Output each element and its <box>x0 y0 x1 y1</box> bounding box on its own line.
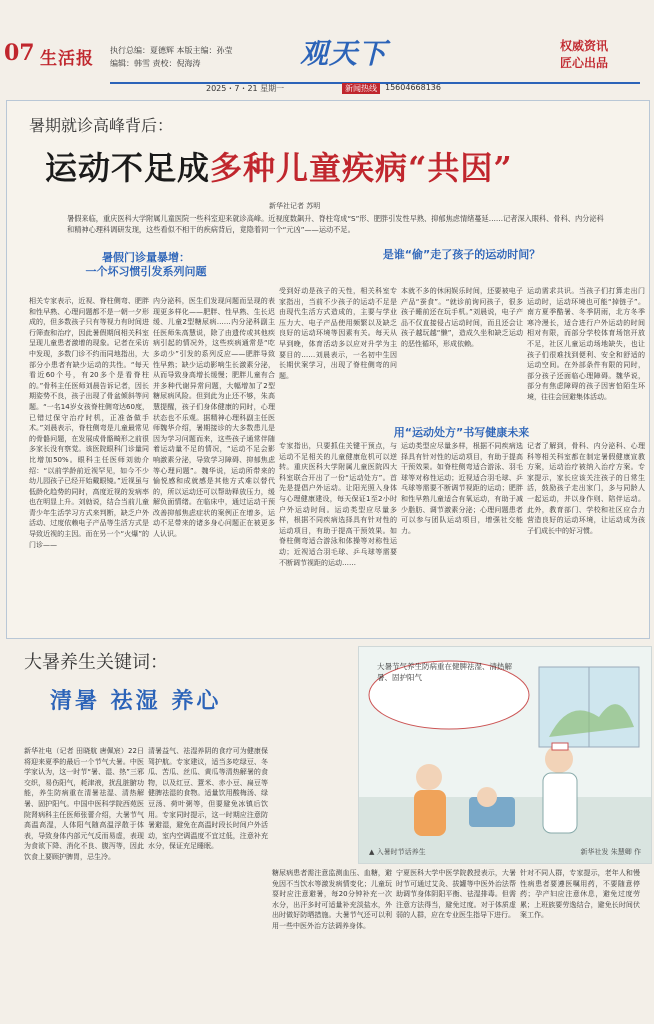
article-column-5: 运动需求共识。当孩子们打算走出门运动时，运动环境也可能“掉链子”。南方夏季酷暑、冬季阴雨，北方冬季寒冷漫长，适合进行户外运动的时间相对有限，而部分学校体育场馆开放不足，社区儿童运动场地缺失，也让孩子们很难找到便利、安全和舒适的运动空间。在外部条件有限的同时，部分孩子还面临心理障碍。魏华说，部分有焦虑障碍的孩子因害怕陌生环境，往往会回避集体活动。 <box>527 287 645 401</box>
section-banner: 观天下 <box>300 37 388 70</box>
illustration <box>358 646 652 864</box>
subheading-3: 用“运动处方”书写健康未来 <box>393 426 530 439</box>
article-column-7: 运动类型应尽量多样，根据不同疾病选择具有针对性的运动项目，有助于提高干预效果。如脊柱侧弯适合游泳、羽毛球等对称性运动；近视适合羽毛球、乒乓球等需要不断调节视距的运动；肥胖和性早熟儿童适合有氧运动，有助于减少脂肪、调节激素分泌；心理问题患者可以参与团队运动项目，增强社交能力。 <box>401 442 523 535</box>
slogan-line-1: 权威资讯 <box>560 39 609 53</box>
hotline-label: 新闻热线 <box>342 83 380 94</box>
slogan <box>560 38 608 72</box>
article-column-6: 专家指出，只要抓住关键干预点，与运动不足相关的儿童健康危机可以逆转。重庆医科大学附属儿童医院四大科室联合开出了一份“运动处方”。首先是提倡户外运动。让阳光照入身体与心理健康建设，每天保证1至2小时户外运动时间。运动类型应尽量多样，根据不同疾病选择具有针对性的运动项目，有助于提高干预效果。如脊柱侧弯适合游泳和体操等对称性运动；近视适合羽毛球、乒乓球等需要不断调节视距的运动…… <box>279 442 397 567</box>
subheading-1 <box>71 251 221 279</box>
headline-red-part: 多种儿童疾病“共因” <box>210 149 513 187</box>
second-headline: 清暑 祛湿 养心 <box>50 689 222 714</box>
hotline-number: 15604668136 <box>385 83 441 92</box>
editors-line-1: 执行总编：夏德辉 本版主编：孙莹 <box>110 46 233 55</box>
subheading-1-line-2: 一个坏习惯引发系列问题 <box>85 265 207 278</box>
second-column-2: 清暑益气、祛湿养阴的食疗可为健康保驾护航。专家建议，适当多吃绿豆、冬瓜、苦瓜、丝瓜、黄瓜等清热解暑的食物，以及红豆、薏米、赤小豆、扁豆等健脾祛湿的食物。适量饮用酸梅汤、绿豆汤、荷叶粥等，但要避免冰镇后饮用。专家同时提示，这一时期应注意防暑避湿，避免在高温时段长时间户外活动，室内空调温度不宜过低，注意补充水分，保证充足睡眠。 <box>148 747 268 851</box>
headline-black-part: 运动不足成 <box>45 149 211 187</box>
second-column-4: 宁夏医科大学中医学院教授表示，大暑时节可通过艾灸、拔罐等中医外治法帮助调节身体阴阳平衡、祛湿排毒。但需注意方法得当，避免过度。对于体质虚弱的人群，应在专业医生指导下进行。 <box>396 869 516 920</box>
illustration-caption: ▲ 入暑时节话养生 <box>369 848 426 856</box>
article-column-8: 记者了解到，骨科、内分泌科、心理科等相关科室都在制定暑假健康宣教方案，运动治疗被纳入治疗方案。专家提示，家长应该关注孩子的日常生活，鼓励孩子走出家门，多与同龄人一起运动，并以身作则、陪伴运动。此外，教育部门、学校和社区应合力营造良好的运动环境，让运动成为孩子们成长中的好习惯。 <box>527 442 645 535</box>
issue-date: 2025・7・21 星期一 <box>206 84 285 93</box>
illustration-bubble-text: 大暑节气养生防病重在健脾祛湿、清热解暑、固护阳气 <box>377 662 512 682</box>
second-article <box>6 644 648 1016</box>
article-column-1: 相关专家表示，近视、脊柱侧弯、肥胖和性早熟、心理问题都不是一朝一夕形成的，但多数孩子只有等视力有时间进行筛查和治疗，因此暑假期间相关科室呈现儿童患者激增的现象。记者在采访中发现，多数门诊不约而同地指出，大部分小患者有缺少运动的共性。“每天看近60个号，有20多个是看脊柱的。”骨科主任医师刘晨告诉记者，因长期姿势不良，孩子出现了骨盆倾斜等问题。“一名14岁女孩脊柱侧弯达60度，已错过保守治疗时机，正准备做手术。”刘晨表示，脊柱侧弯是儿童最常见的骨骼问题，在发展成骨骼畸形之前很多家长没有察觉。该医院眼科门诊量同比增加50%。眼科主任医师刘勍介绍：“以前学龄前近视罕见，如今不少幼儿园孩子已经开始戴眼镜。”近视虽与低龄化趋势的同时，高度近视的发病率也在明显上升。刘勍说，结合当前儿童青少年生活学习方式来判断，缺乏户外活动、过度依赖电子产品等生活方式是导致近视的主因。而在另一个“火爆”的门诊—— <box>29 297 149 549</box>
article-column-4: 本就不多的休闲娱乐时间，还要被电子产品“蚕食”。“就诊前询问孩子，很多孩子睡前还在玩手机。”刘晨说，电子产品不仅直接侵占运动时间，而且还会让孩子越玩越“懒”，造成久坐和缺乏运动的恶性循环，形成依赖。 <box>401 287 523 348</box>
editors-line-2: 编辑：韩雪 责校：倪海涛 <box>110 59 201 68</box>
second-column-5: 针对不同人群，专家提示，老年人和慢性病患者要遵医嘱用药，不要随意停药；孕产妇应注意休息，避免过度劳累；上班族要劳逸结合，避免长时间伏案工作。 <box>520 869 640 920</box>
slogan-line-2: 匠心出品 <box>560 56 609 70</box>
paper-name: 生活报 <box>40 49 94 69</box>
subheading-1-line-1: 暑假门诊量暴增： <box>102 251 190 264</box>
article-column-2: 内分泌科，医生们发现问题而呈现的表现更多样化——肥胖、性早熟、生长迟缓、儿童2型糖尿病……内分泌科副主任医师朱高慧说，除了由遗传或其他疾病引起的情况外，这些疾病通常是“吃多动少”引发的系列反应——肥胖导致性早熟；缺少运动影响生长激素分泌，从而导致身高增长缓慢；肥胖儿童有合并多种代谢异常问题，大幅增加了2型糖尿病风险。但到此为止还不够，朱高慧提醒，孩子们身体健康的同时，心理状态也不乐观。据精神心理科副主任医师魏华介绍，暑期接诊的大多数患儿是因为学习问题而来，这些孩子通常伴随着运动量不足的情况，“运动不足会影响激素分泌，导致学习障碍、抑郁焦虑等心理问题”。魏华说，运动所带来的愉悦感和成就感是其他方式难以替代的，所以运动还可以帮助释放压力，缓解负面情绪。在临床中，通过运动干预改善抑郁焦虑症状的案例正在增多，运动不足带来的诸多身心问题正在被更多人认识。 <box>153 297 275 539</box>
second-column-3: 糖尿病患者需注意监测血压、血糖，避免因不当饮水等激发病情变化；儿童玩耍时应注意避暑，每20分钟补充一次水分，出汗多时可适量补充淡盐水，外出时做好防晒措施。大暑节气还可以利用一些中医外治方法调养身体。 <box>272 869 392 930</box>
page-header <box>0 0 654 93</box>
article-byline: 新华社记者 苏明 <box>269 202 321 210</box>
article-column-3: 受到好动是孩子的天性，相关科室专家指出，当前不少孩子的运动不足是由现代生活方式造成的，主要与学业压力大、电子产品使用频繁以及缺乏良好的运动环境等因素有关。每天从早到晚，体育活动多以应对升学为主要目的……刘晨表示，一名初中生因长期伏案学习，出现了脊柱侧弯的问题。 <box>279 287 397 380</box>
second-column-1: 新华社电（记者 田晓航 唐佩宸）22日将迎来夏季的最后一个节气大暑。中医学家认为，这一时节“暑、湿、热”三邪交织，易伤阳气，耗津液，扰乱脏腑功能，养生防病重在清暑祛湿、清热解暑、固护阳气。中国中医科学院西苑医院肾病科主任医师张蕾介绍，大暑节气高温高湿，人体阳气随高温浮散于体表，导致身体内部元气反而易虚，表现为食欲下降、消化不良、腹泻等，因此饮食上要顾护脾胃，忌生冷。 <box>24 747 144 861</box>
second-kicker: 大暑养生关键词： <box>24 652 168 673</box>
article-lead: 暑假来临，重庆医科大学附属儿童医院一些科室迎来就诊高峰。近视度数飙升、脊柱弯成“S”形、肥胖引发性早熟、抑郁焦虑情绪蔓延……记者深入眼科、骨科、内分泌科和精神心理科调研发现，这些看似不相干的疾病背后，竟隐着同一个“元凶”——运动不足。 <box>67 214 604 234</box>
subheading-2: 是谁“偷”走了孩子的运动时间？ <box>382 248 541 261</box>
article-headline <box>45 143 513 189</box>
article-kicker: 暑期就诊高峰背后： <box>29 116 174 135</box>
main-article <box>6 100 650 639</box>
illustration-credit: 新华社发 朱慧卿 作 <box>580 848 641 856</box>
page-number: 07 <box>4 40 35 66</box>
editors-info <box>110 44 280 70</box>
date-bar <box>110 82 640 97</box>
